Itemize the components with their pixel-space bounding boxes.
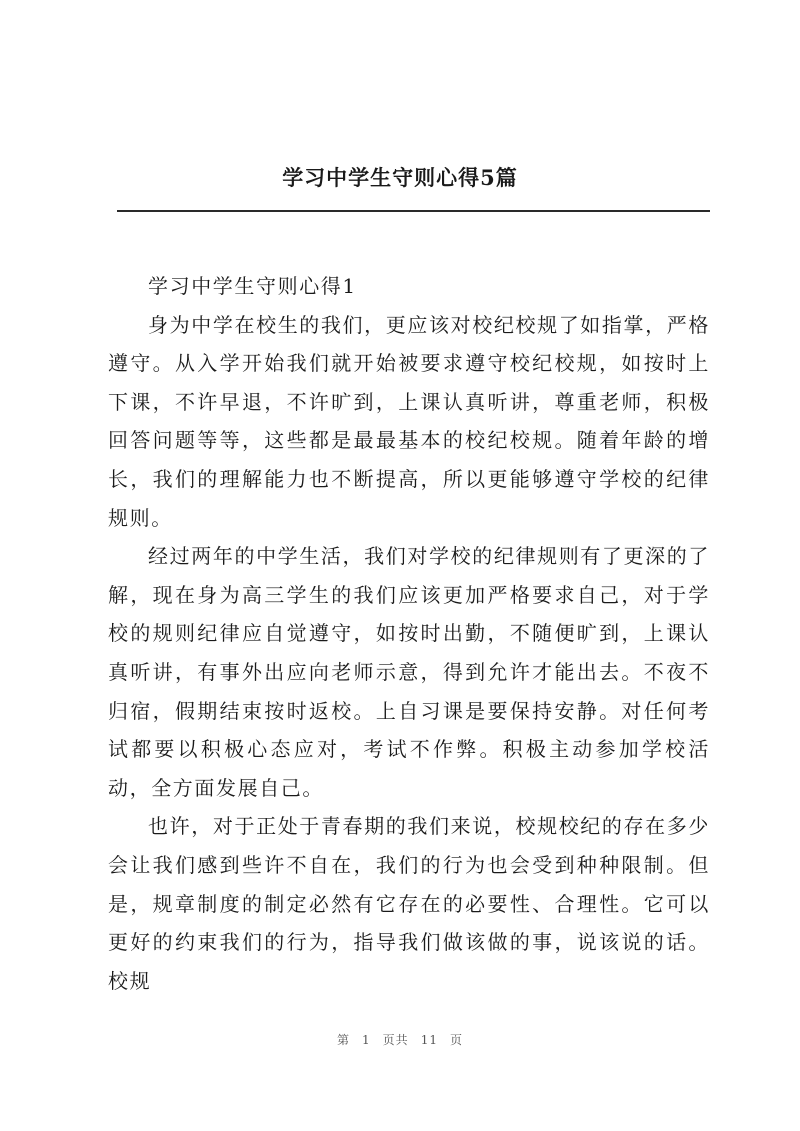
document-body	[108, 267, 710, 1000]
footer-current-page: 1	[362, 1033, 371, 1047]
footer-suffix: 页	[449, 1033, 463, 1047]
paragraph-1: 身为中学在校生的我们，更应该对校纪校规了如指掌，严格遵守。从入学开始我们就开始被要求遵守校纪校规，如按时上下课，不许早退，不许旷到，上课认真听讲，尊重老师，积极回答问题等等，这些都是最最基本的校纪校规。随着年龄的增长，我们的理解能力也不断提高，所以更能够遵守学校的纪律规则。	[108, 312, 710, 530]
footer-middle: 页共	[382, 1033, 409, 1047]
document-title: 学习中学生守则心得5篇	[282, 165, 518, 190]
paragraph-2: 经过两年的中学生活，我们对学校的纪律规则有了更深的了解，现在身为高三学生的我们应该更加严格要求自己，对于学校的规则纪律应自觉遵守，如按时出勤，不随便旷到，上课认真听讲，有事外出应向老师示意，得到允许才能出去。不夜不归宿，假期结束按时返校。上自习课是要保持安静。对任何考试都要以积极心态应对，考试不作弊。积极主动参加学校活动，全方面发展自己。	[108, 544, 710, 800]
section-heading: 学习中学生守则心得1	[148, 274, 357, 298]
footer-total-pages: 11	[420, 1033, 438, 1047]
page-footer	[0, 1031, 800, 1048]
footer-prefix: 第	[337, 1033, 351, 1047]
paragraph-3: 也许，对于正处于青春期的我们来说，校规校纪的存在多少会让我们感到些许不自在，我们的行为也会受到种种限制。但是，规章制度的制定必然有它存在的必要性、合理性。它可以更好的约束我们的行为，指导我们做该做的事，说该说的话。校规	[108, 814, 710, 993]
title-divider	[117, 210, 710, 212]
